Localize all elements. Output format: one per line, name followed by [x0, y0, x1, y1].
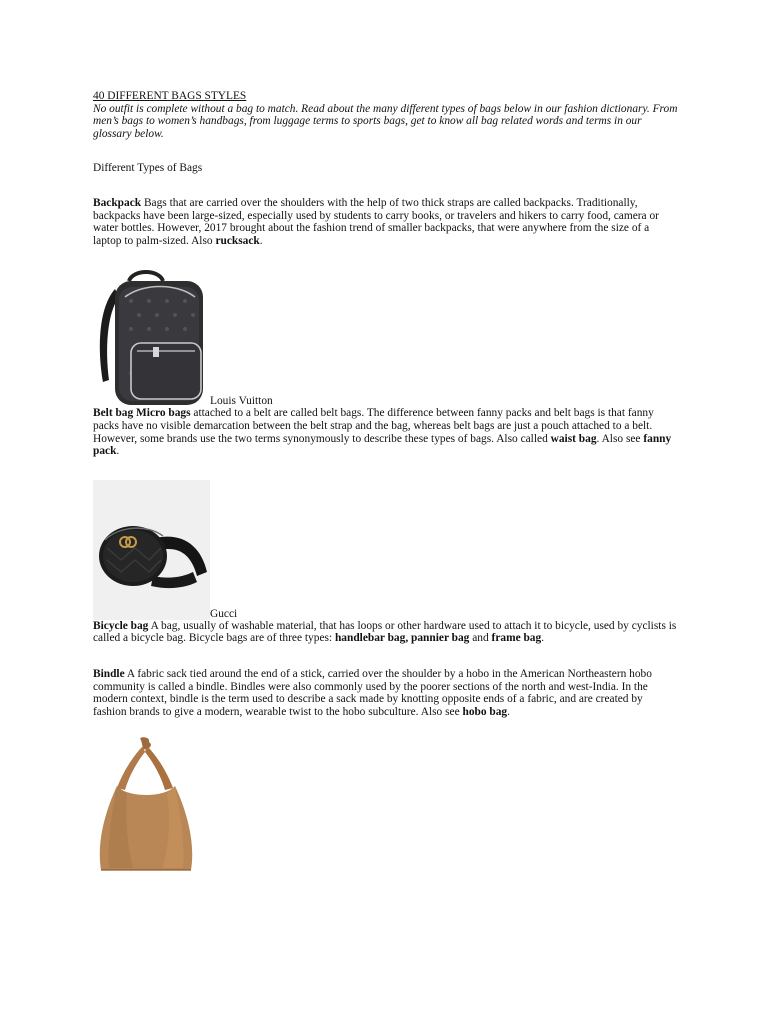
bindle-figure [93, 736, 678, 876]
entry-belt-bag-mid: . Also see [596, 432, 644, 445]
document-page [93, 90, 678, 876]
entry-bicycle-bag-text: A bag, usually of washable material, that has loops or other hardware used to attach it to bicycle, used by cyclists is called a bicycle bag. Bicycle bags are of three types: [93, 619, 677, 645]
belt-bag-icon [93, 480, 210, 620]
term-bicycle-bag: Bicycle bag [93, 619, 149, 632]
term-frame-bag: frame bag [491, 632, 542, 645]
entry-bindle [93, 668, 678, 718]
entry-bicycle-bag-and: and [469, 632, 492, 645]
term-waist-bag: waist bag [550, 432, 597, 445]
entry-backpack-text: Bags that are carried over the shoulders with the help of two thick straps are called backpacks. Traditionally, backpacks have been large-sized, especially used by students to carry books, or travelers and hikers to carry food, camera or water bottles. However, 2017 brought about the fashion trend of smaller backpacks, that were anywhere from the size of a laptop to palm-sized. Also [93, 196, 659, 247]
backpack-caption: Louis Vuitton [210, 395, 273, 408]
entry-bicycle-bag [93, 620, 678, 645]
term-hobo-bag: hobo bag [462, 705, 508, 718]
term-belt-bag: Belt bag Micro bags [93, 407, 191, 420]
entry-backpack [93, 197, 678, 247]
entry-belt-bag [93, 407, 678, 457]
bindle-bag-icon [93, 736, 199, 876]
entry-belt-bag-end: . [116, 445, 120, 458]
intro-paragraph: No outfit is complete without a bag to match. Read about the many different types of bags below in our fashion dictionary. From men’s bags to women’s handbags, from luggage terms to sports bags, get to know all bag related words and terms in our glossary below. [93, 102, 678, 140]
term-fanny-pack: fanny pack [93, 432, 672, 458]
term-rucksack: rucksack [215, 234, 260, 247]
belt-bag-figure [93, 480, 678, 620]
backpack-figure [93, 267, 678, 407]
entry-belt-bag-text: attached to a belt are called belt bags. The difference between fanny packs and belt bags is that fanny packs have no visible demarcation between the belt strap and the bag, whereas belt bags are just a pouch attached to a belt. However, some brands use the two terms synonymously to describe these types of bags. Also called [93, 407, 654, 445]
backpack-icon [93, 267, 210, 407]
term-handlebar-pannier: handlebar bag, pannier bag [334, 632, 470, 645]
bindle-image [93, 736, 199, 876]
entry-bindle-end: . [507, 705, 510, 718]
entry-bindle-text: A fabric sack tied around the end of a stick, carried over the shoulder by a hobo in the American Northeastern hobo community is called a bindle. Bindles were also commonly used by the poorer sections of the north and west-India. In the modern context, bindle is the term used to describe a sack made by knotting opposite ends of a fabric, and are created by fashion brands to give a modern, wearable twist to the hobo subculture. Also see [93, 667, 652, 718]
section-heading: Different Types of Bags [93, 162, 203, 175]
term-backpack: Backpack [93, 196, 142, 209]
document-title: 40 DIFFERENT BAGS STYLES [93, 90, 247, 102]
belt-bag-image [93, 480, 210, 620]
belt-bag-caption: Gucci [210, 607, 238, 620]
entry-bicycle-bag-end: . [541, 632, 545, 645]
entry-backpack-end: . [259, 234, 263, 247]
term-bindle: Bindle [93, 667, 125, 680]
backpack-image [93, 267, 210, 407]
